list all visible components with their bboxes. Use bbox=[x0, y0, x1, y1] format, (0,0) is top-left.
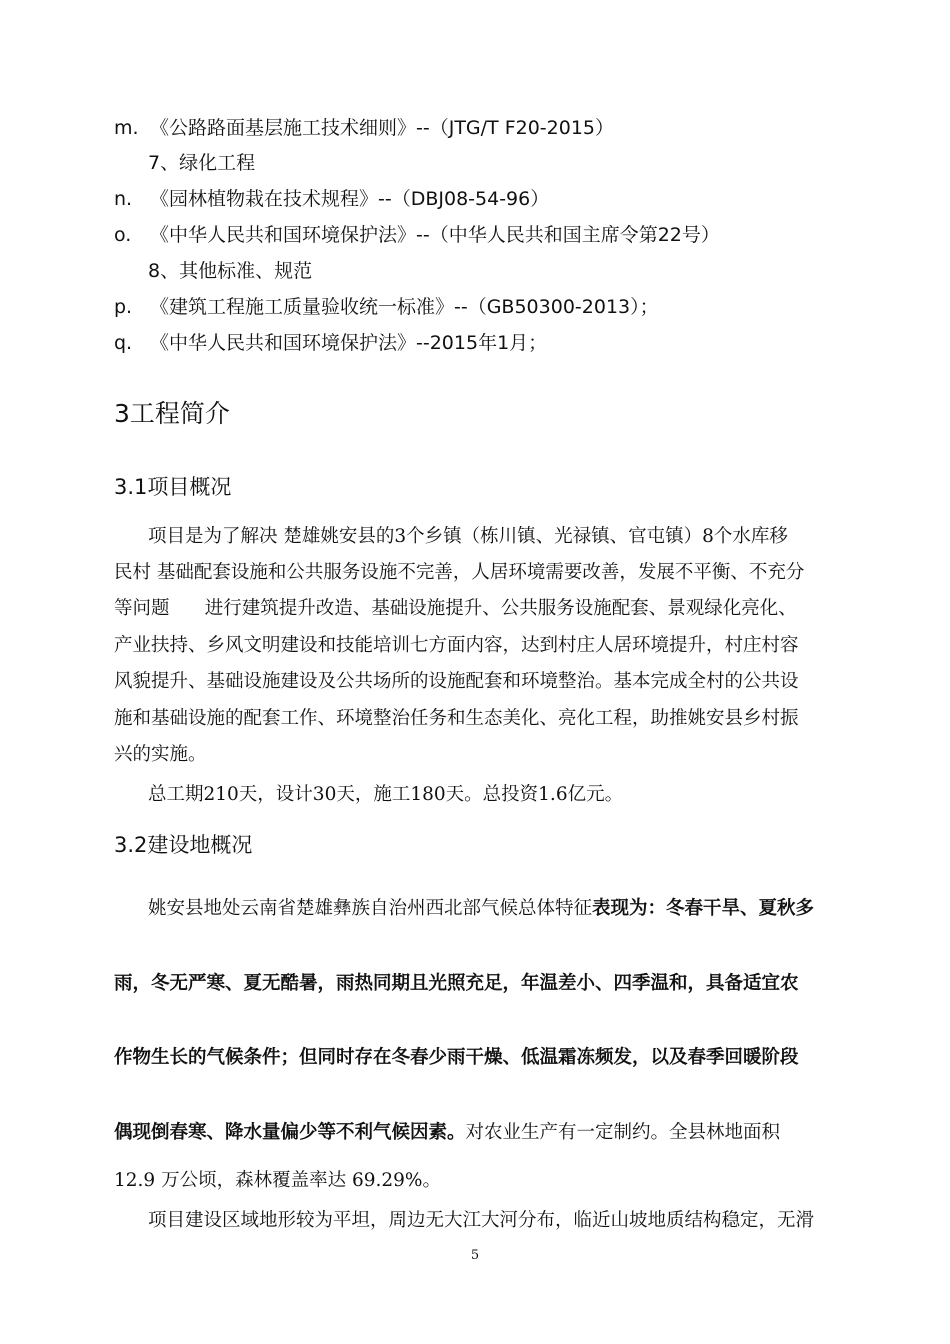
page-number: 5 bbox=[470, 1248, 480, 1263]
text-span: 对农业生产有一定制约。全县林地面积 bbox=[465, 1122, 781, 1143]
reference-item-n bbox=[114, 186, 549, 212]
reference-item-m bbox=[114, 115, 614, 141]
reference-text: 《公路路面基层施工技术细则》--（JTG/T F20-2015） bbox=[150, 117, 615, 139]
section-heading-3: 3工程简介 bbox=[114, 399, 230, 428]
paragraph-line: 兴的实施。 bbox=[114, 744, 207, 765]
reference-text: 《中华人民共和国环境保护法》--（中华人民共和国主席令第22号） bbox=[150, 224, 720, 246]
terrain-line: 项目建设区域地形较为平坦，周边无大江大河分布，临近山坡地质结构稳定，无滑 bbox=[148, 1210, 815, 1231]
subsection-heading-3-2: 3.2建设地概况 bbox=[114, 833, 253, 857]
reference-item-o bbox=[114, 222, 720, 248]
paragraph-line: 民村 基础配套设施和公共服务设施不完善，人居环境需要改善，发展不平衡、不充分 bbox=[114, 562, 805, 583]
reference-text: 《建筑工程施工质量验收统一标准》--（GB50300-2013）； bbox=[150, 296, 659, 318]
reference-item-q bbox=[114, 330, 547, 356]
project-duration: 总工期210天，设计30天，施工180天。总投资1.6亿元。 bbox=[148, 784, 624, 805]
paragraph-line: 产业扶持、乡风文明建设和技能培训七方面内容，达到村庄人居环境提升，村庄村容 bbox=[114, 635, 799, 656]
list-marker: n. bbox=[114, 188, 133, 210]
climate-line-3: 作物生长的气候条件；但同时存在冬春少雨干燥、低温霜冻频发，以及春季回暖阶段 bbox=[114, 1047, 799, 1068]
paragraph-line: 等问题 进行建筑提升改造、基础设施提升、公共服务设施配套、景观绿化亮化、 bbox=[114, 598, 797, 619]
reference-text: 《园林植物栽在技术规程》--（DBJ08-54-96） bbox=[150, 188, 550, 210]
list-marker: p. bbox=[114, 296, 133, 318]
climate-line-1 bbox=[148, 896, 814, 922]
reference-item-p bbox=[114, 294, 659, 320]
paragraph-line: 施和基础设施的配套工作、环境整治任务和生态美化、亮化工程，助推姚安县乡村振 bbox=[114, 708, 799, 729]
climate-line-4 bbox=[114, 1120, 780, 1146]
category-heading-7: 7、绿化工程 bbox=[148, 152, 256, 174]
bold-text-span: 偶现倒春寒、降水量偏少等不利气候因素。 bbox=[114, 1122, 466, 1143]
list-marker: m. bbox=[114, 117, 139, 139]
bold-text-span: 表现为：冬春干旱、夏秋多 bbox=[592, 898, 815, 919]
forest-coverage-line: 12.9 万公顷，森林覆盖率达 69.29%。 bbox=[114, 1170, 441, 1191]
subsection-heading-3-1: 3.1项目概况 bbox=[114, 475, 232, 499]
paragraph-line: 风貌提升、基础设施建设及公共场所的设施配套和环境整治。基本完成全村的公共设 bbox=[114, 671, 799, 692]
reference-text: 《中华人民共和国环境保护法》--2015年1月； bbox=[150, 332, 548, 354]
text-span: 姚安县地处云南省楚雄彝族自治州西北部气候总体特征 bbox=[148, 898, 593, 919]
paragraph-line: 项目是为了解决 楚雄姚安县的3个乡镇（栋川镇、光禄镇、官屯镇）8个水库移 bbox=[148, 526, 788, 547]
climate-line-2: 雨，冬无严寒、夏无酷暑，雨热同期且光照充足，年温差小、四季温和，具备适宜农 bbox=[114, 973, 799, 994]
category-heading-8: 8、其他标准、规范 bbox=[148, 260, 313, 282]
list-marker: q. bbox=[114, 332, 133, 354]
list-marker: o. bbox=[114, 224, 132, 246]
